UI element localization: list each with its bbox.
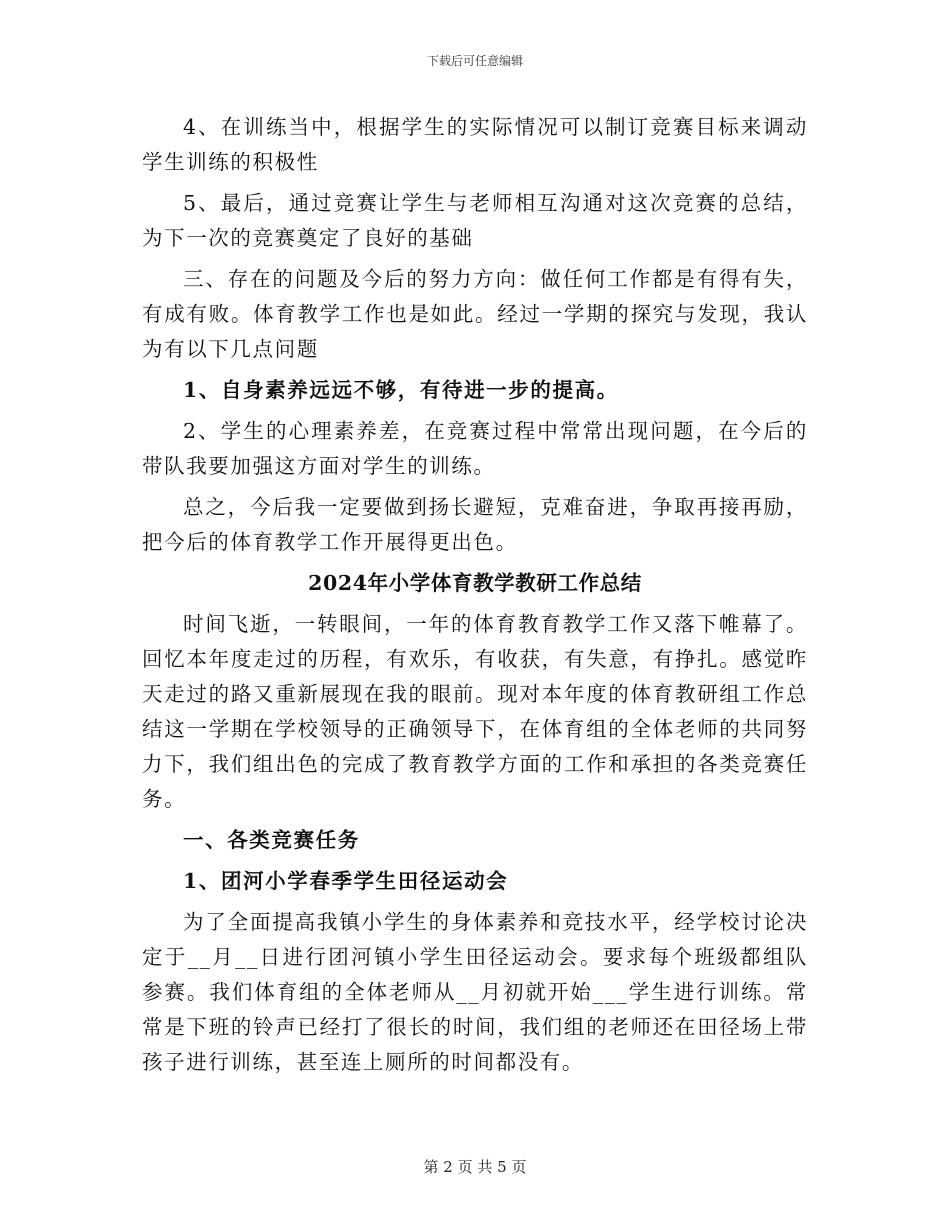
subsection-heading-track-meet: 1、团河小学春季学生田径运动会 [183, 869, 509, 893]
paragraph-track-meet: 为了全面提高我镇小学生的身体素养和竞技水平，经学校讨论决定于__月__日进行团河镇小学生田径运动会。要求每个班级都组队参赛。我们体育组的全体老师从__月初就开始___学生进行训练。常常是下班的铃声已经打了很长的时间，我们组的老师还在田径场上带孩子进行训练，甚至连上厕所的时间都没有。 [142, 910, 808, 1074]
paragraph-item-4: 4、在训练当中，根据学生的实际情况可以制订竞赛目标来调动学生训练的积极性 [142, 115, 808, 174]
section-heading-competitions: 一、各类竞赛任务 [183, 828, 360, 852]
paragraph-item-5: 5、最后，通过竞赛让学生与老师相互沟通对这次竞赛的总结，为下一次的竞赛奠定了良好的基础 [142, 191, 808, 250]
paragraph-section-three: 三、存在的问题及今后的努力方向：做任何工作都是有得有失，有成有败。体育教学工作也是如此。经过一学期的探究与发现，我认为有以下几点问题 [142, 267, 808, 361]
page-header: 下载后可任意编辑 [426, 54, 523, 68]
paragraph-conclusion: 总之，今后我一定要做到扬长避短，克难奋进，争取再接再励，把今后的体育教学工作开展得更出色。 [142, 495, 808, 554]
page-footer: 第 2 页 共 5 页 [423, 1158, 527, 1176]
paragraph-problem-1: 1、自身素养远远不够，有待进一步的提高。 [183, 378, 619, 402]
paragraph-intro: 时间飞逝，一转眼间，一年的体育教育教学工作又落下帷幕了。回忆本年度走过的历程，有欢乐，有收获，有失意，有挣扎。感觉昨天走过的路又重新展现在我的眼前。现对本年度的体育教研组工作总结这一学期在学校领导的正确领导下，在体育组的全体老师的共同努力下，我们组出色的完成了教育教学方面的工作和承担的各类竞赛任务。 [142, 612, 808, 811]
paragraph-problem-2: 2、学生的心理素养差，在竞赛过程中常常出现问题，在今后的带队我要加强这方面对学生的训练。 [142, 419, 808, 478]
document-body [142, 110, 808, 1080]
document-title: 2024年小学体育教学教研工作总结 [308, 571, 642, 595]
